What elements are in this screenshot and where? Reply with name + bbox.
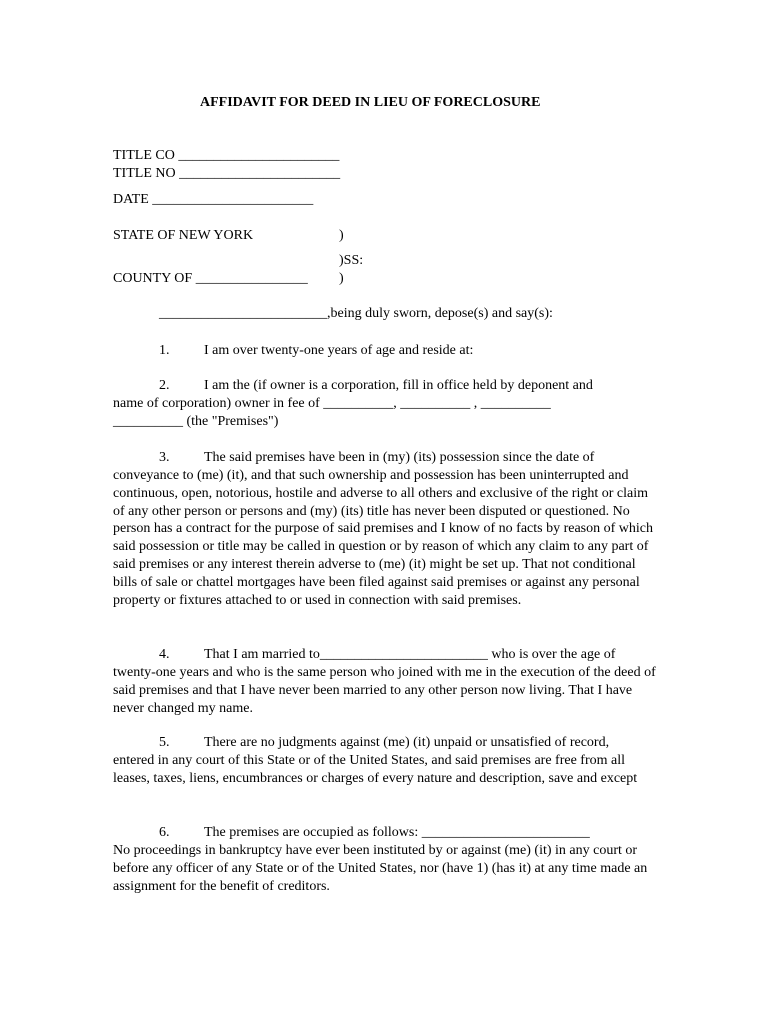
venue-paren-bottom: ): [339, 271, 344, 286]
date-field: DATE _______________________: [113, 192, 314, 207]
venue-county: COUNTY OF ________________: [113, 271, 308, 286]
item-first-line: That I am married to________________________ who is over the age of: [204, 647, 616, 662]
document-title: AFFIDAVIT FOR DEED IN LIEU OF FORECLOSURE: [200, 95, 541, 110]
item-first-line: I am over twenty-one years of age and reside at:: [204, 343, 474, 358]
deponent-line: ________________________,being duly sworn, depose(s) and say(s):: [159, 306, 553, 321]
item-number: 3.: [159, 450, 170, 465]
item-first-line: The premises are occupied as follows: ________________________: [204, 825, 590, 840]
item-number: 2.: [159, 378, 170, 393]
item-first-line: There are no judgments against (me) (it) unpaid or unsatisfied of record,: [204, 735, 610, 750]
item-body: name of corporation) owner in fee of __________, __________ , __________ __________ (the "Premises"): [113, 396, 551, 429]
title-co-field: TITLE CO _______________________: [113, 148, 340, 163]
title-no-field: TITLE NO _______________________: [113, 166, 341, 181]
item-number: 1.: [159, 343, 170, 358]
item-body: conveyance to (me) (it), and that such ownership and possession has been uninterrupted and continuous, open, notorious, hostile and adverse to all others and exclusive of the right or claim of any other person or persons and (my) (its) title has never been disputed or questioned. No person has a contract for the purpose of said premises and I know of no facts by reason of which said possession or title may be called in question or by reason of which any claim to any part of said premises or any interest therein adverse to (me) (it) might be set up. That not conditional bills of sale or chattel mortgages have been filed against said premises or against any personal property or fixtures attached to or used in connection with said premises.: [113, 468, 654, 608]
venue-ss: )SS:: [339, 253, 364, 268]
item-body: twenty-one years and who is the same person who joined with me in the execution of the deed of said premises and that I have never been married to any other person now living. That I have never changed my name.: [113, 665, 656, 716]
venue-paren-top: ): [339, 228, 344, 243]
item-number: 4.: [159, 647, 170, 662]
item-body: entered in any court of this State or of the United States, and said premises are free from all leases, taxes, liens, encumbrances or charges of every nature and description, save and except: [113, 753, 638, 786]
item-first-line: I am the (if owner is a corporation, fill in office held by deponent and: [204, 378, 593, 393]
item-body: No proceedings in bankruptcy have ever been instituted by or against (me) (it) in any court or before any officer of any State or of the United States, nor (have 1) (has it) at any time made an assignment for the benefit of creditors.: [113, 843, 648, 894]
venue-state: STATE OF NEW YORK: [113, 228, 254, 243]
item-number: 5.: [159, 735, 170, 750]
item-number: 6.: [159, 825, 170, 840]
item-first-line: The said premises have been in (my) (its) possession since the date of: [204, 450, 595, 465]
